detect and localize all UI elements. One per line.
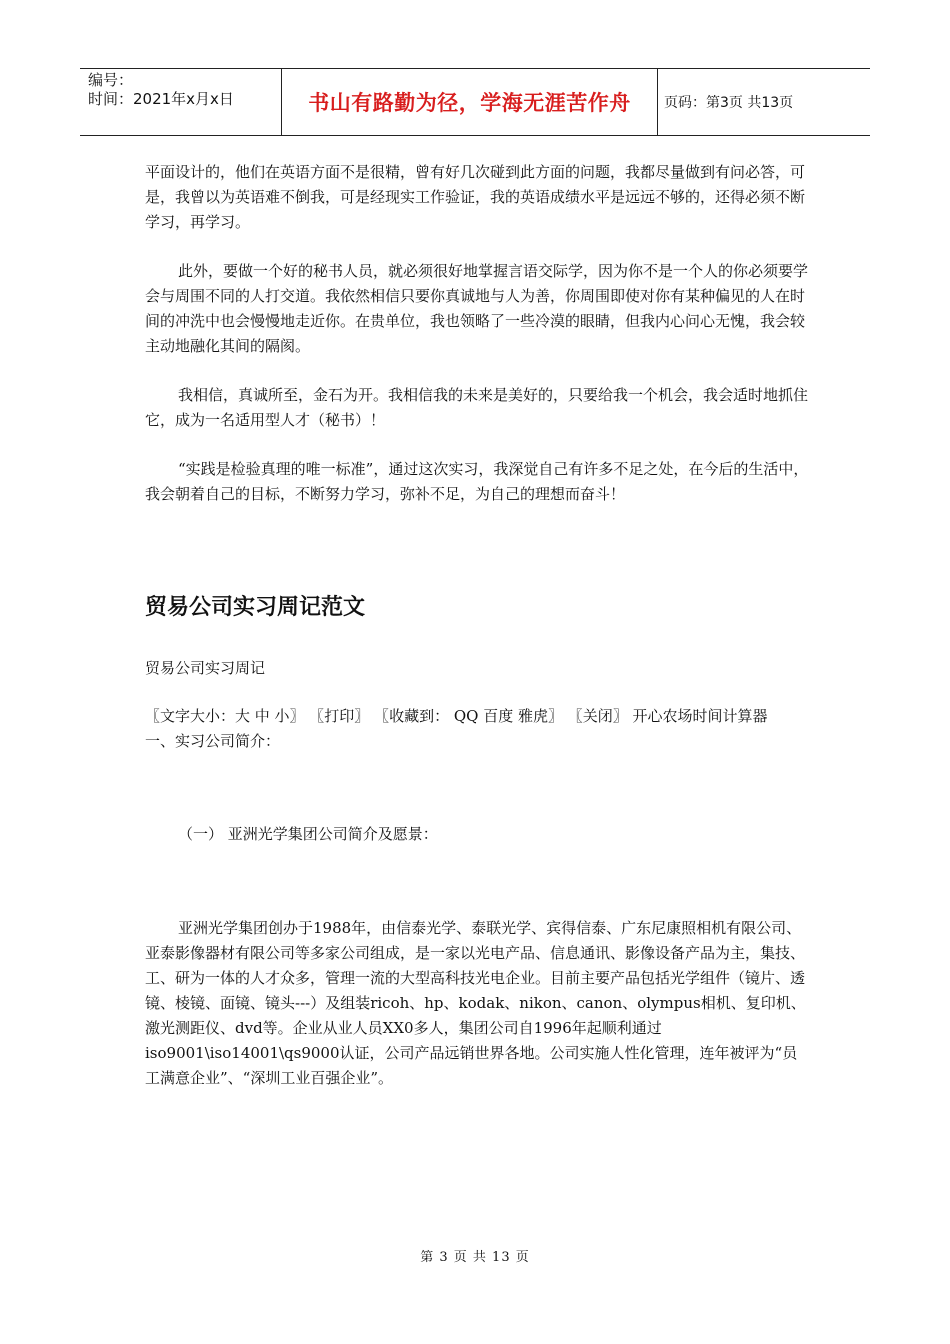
section-heading-1: （一） 亚洲光学集团公司简介及愿景： — [178, 825, 438, 843]
article-subtitle: 贸易公司实习周记 — [145, 659, 266, 677]
toolbar-line: 〖文字大小：大 中 小〗 〖打印〗 〖收藏到： QQ 百度 雅虎〗 〖关闭〗 开心农场时间计算器 一、实习公司简介： — [145, 707, 798, 750]
article-title: 贸易公司实习周记范文 — [145, 595, 366, 620]
page-header — [80, 68, 870, 136]
paragraph-5: 亚洲光学集团创办于1988年，由信泰光学、泰联光学、宾得信泰、广东尼康照相机有限公司、亚泰影像器材有限公司等多家公司组成，是一家以光电产品、信息通讯、影像设备产品为主，集技、工、研为一体的人才众多，管理一流的大型高科技光电企业。目前主要产品包括光学组件（镜片、透镜、棱镜、面镜、镜头---）及组装ricoh、hp、kodak、nikon、canon、olympus相机、复印机、激光测距仪、dvd等。企业从业人员XX0多人，集团公司自1996年起顺利通过iso9001\iso14001\qs9000认证，公司产品远销世界各地。公司实施人性化管理，连年被评为“员工满意企业”、“深圳工业百强企业”。 — [145, 919, 806, 1087]
header-date-label: 时间：2021年x月x日 — [88, 90, 234, 108]
header-slogan: 书山有路勤为径，学海无涯苦作舟 — [282, 69, 658, 135]
header-meta — [80, 69, 282, 135]
header-page-info: 页码：第3页 共13页 — [664, 95, 794, 111]
page-footer: 第 3 页 共 13 页 — [420, 1250, 530, 1265]
paragraph-2: 此外，要做一个好的秘书人员，就必须很好地掌握言语交际学，因为你不是一个人的你必须要学会与周围不同的人打交道。我依然相信只要你真诚地与人为善，你周围即使对你有某种偏见的人在时间的冲洗中也会慢慢地走近你。在贵单位，我也领略了一些冷漠的眼睛，但我内心问心无愧，我会较主动地融化其间的隔阂。 — [145, 262, 809, 355]
paragraph-3: 我相信，真诚所至，金石为开。我相信我的未来是美好的，只要给我一个机会，我会适时地抓住它，成为一名适用型人才（秘书）！ — [145, 386, 809, 429]
paragraph-4: “实践是检验真理的唯一标准”，通过这次实习，我深觉自己有许多不足之处，在今后的生活中，我会朝着自己的目标，不断努力学习，弥补不足，为自己的理想而奋斗！ — [145, 460, 809, 503]
paragraph-1: 平面设计的，他们在英语方面不是很精，曾有好几次碰到此方面的问题，我都尽量做到有问必答，可是，我曾以为英语难不倒我，可是经现实工作验证，我的英语成绩水平是远远不够的，还得必须不断学习，再学习。 — [145, 163, 806, 231]
header-number-label: 编号： — [88, 71, 134, 89]
